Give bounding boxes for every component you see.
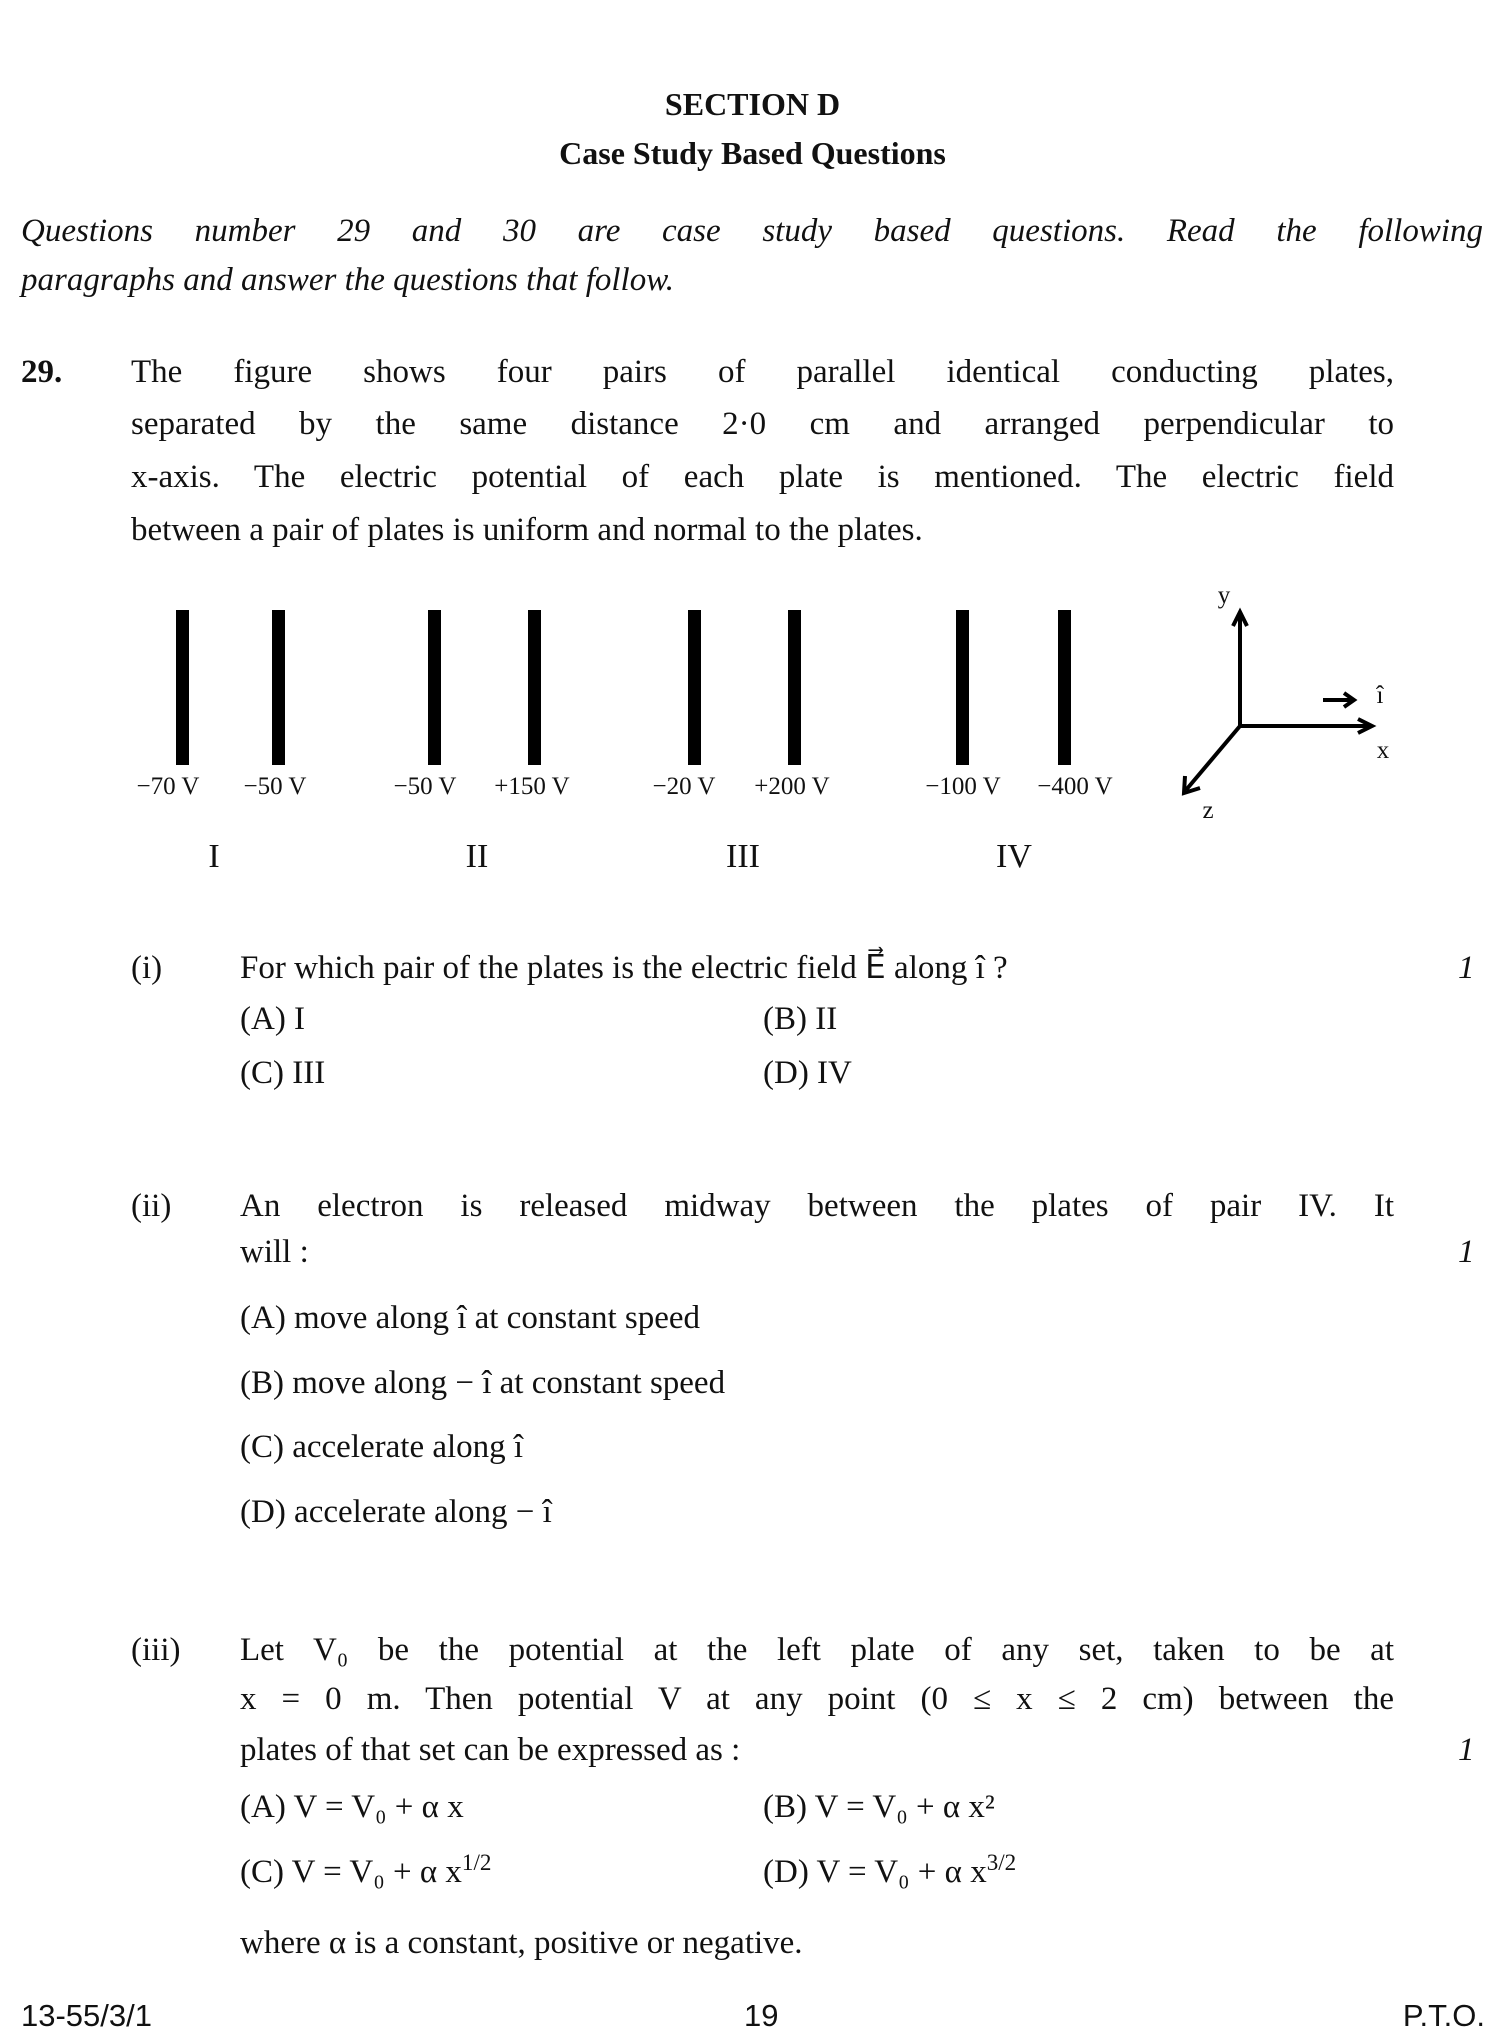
- plate-potential: +150 V: [494, 773, 570, 800]
- intro-line-2: paragraphs and answer the questions that follow.: [21, 262, 675, 298]
- z-axis: [1186, 726, 1240, 790]
- plate: [176, 610, 189, 765]
- part-label: (iii): [131, 1632, 181, 1668]
- question-number: 29.: [21, 354, 63, 390]
- option-d[interactable]: (D) V = V₀ + α $x^{3/2}$: [763, 1849, 1017, 1890]
- plate: [688, 610, 701, 765]
- plate-potential: −400 V: [1037, 773, 1113, 800]
- plate-potential: −50 V: [393, 773, 457, 800]
- part-question: will :: [240, 1234, 309, 1270]
- part-note: where α is a constant, positive or negative.: [240, 1925, 803, 1961]
- option-a[interactable]: (A) V = V₀ + α x: [240, 1789, 464, 1825]
- unit-vector-label: î: [1376, 682, 1384, 709]
- question-text-4: between a pair of plates is uniform and normal to the plates.: [131, 512, 923, 548]
- part-question: Let V₀ be the potential at the left plate of any set, taken to be at: [240, 1632, 1394, 1668]
- plate-potential: −50 V: [243, 773, 307, 800]
- marks: 1: [1458, 1234, 1475, 1270]
- option-a[interactable]: (A) I: [240, 1001, 306, 1037]
- exponent: 1/2: [461, 1849, 492, 1875]
- plate: [788, 610, 801, 765]
- x-axis-label: x: [1376, 737, 1390, 764]
- option-b[interactable]: (B) V = V₀ + α x²: [763, 1789, 995, 1825]
- plate-potential: −20 V: [652, 773, 716, 800]
- page-number: 19: [744, 1998, 779, 2033]
- option-c[interactable]: (C) III: [240, 1055, 326, 1091]
- option-a[interactable]: (A) move along î at constant speed: [240, 1300, 701, 1336]
- part-question: plates of that set can be expressed as :: [240, 1732, 741, 1768]
- part-question: x = 0 m. Then potential V at any point (0 ≤ x ≤ 2 cm) between the: [240, 1681, 1394, 1717]
- intro-line-1: Questions number 29 and 30 are case study based questions. Read the following: [21, 213, 1483, 249]
- paper-code: 13-55/3/1: [21, 1998, 152, 2033]
- option-b[interactable]: (B) move along − î at constant speed: [240, 1365, 726, 1401]
- pto: P.T.O.: [1402, 1998, 1485, 2033]
- z-axis-label: z: [1202, 797, 1214, 824]
- section-subtitle: Case Study Based Questions: [559, 135, 946, 171]
- part-question: For which pair of the plates is the electric field E⃗ along î ?: [240, 950, 1008, 986]
- marks: 1: [1458, 950, 1475, 986]
- option-d[interactable]: (D) IV: [763, 1055, 852, 1091]
- option-b[interactable]: (B) II: [763, 1001, 838, 1037]
- pair-label: I: [208, 838, 220, 875]
- plate: [272, 610, 285, 765]
- question-text-3: x-axis. The electric potential of each plate is mentioned. The electric field: [131, 459, 1394, 495]
- part-label: (i): [131, 950, 163, 986]
- plate-potential: −70 V: [136, 773, 200, 800]
- axes-diagram: [1160, 590, 1420, 830]
- marks: 1: [1458, 1732, 1475, 1768]
- plate: [1058, 610, 1071, 765]
- pair-label: II: [465, 838, 489, 875]
- exponent: 3/2: [986, 1849, 1017, 1875]
- section-title: SECTION D: [664, 86, 841, 122]
- pair-label: IV: [996, 838, 1032, 875]
- plate-potential: −100 V: [925, 773, 1001, 800]
- option-d[interactable]: (D) accelerate along − î: [240, 1494, 552, 1530]
- part-question: An electron is released midway between the plates of pair IV. It: [240, 1188, 1394, 1224]
- part-label: (ii): [131, 1188, 172, 1224]
- question-text-1: The figure shows four pairs of parallel identical conducting plates,: [131, 354, 1394, 390]
- plate: [956, 610, 969, 765]
- option-c[interactable]: (C) V = V₀ + α $x^{1/2}$: [240, 1849, 492, 1890]
- plate-potential: +200 V: [754, 773, 830, 800]
- plate: [428, 610, 441, 765]
- y-axis-label: y: [1217, 582, 1231, 609]
- pair-label: III: [726, 838, 760, 875]
- option-c[interactable]: (C) accelerate along î: [240, 1429, 524, 1465]
- plate: [528, 610, 541, 765]
- question-text-2: separated by the same distance 2·0 cm and arranged perpendicular to: [131, 406, 1394, 442]
